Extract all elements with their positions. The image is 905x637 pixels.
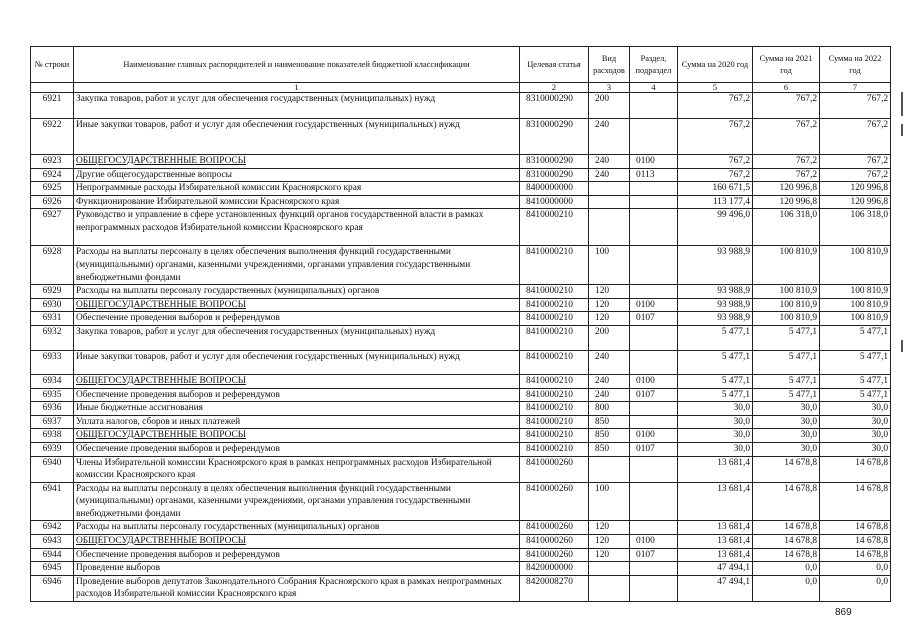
row-sum-2020: 13 681,4 bbox=[678, 548, 753, 562]
row-sum-2022: 5 477,1 bbox=[820, 350, 891, 374]
row-name: Иные закупки товаров, работ и услуг для обеспечения государственных (муниципальных) нужд bbox=[74, 119, 520, 155]
table-row bbox=[31, 442, 891, 456]
row-number: 6940 bbox=[31, 456, 74, 482]
row-number: 6936 bbox=[31, 402, 74, 416]
row-sum-2021: 14 678,8 bbox=[753, 535, 820, 549]
row-sum-2020: 93 988,9 bbox=[678, 312, 753, 326]
row-target-article: 8410000210 bbox=[520, 246, 589, 285]
row-expense-type bbox=[589, 182, 630, 196]
row-sum-2020: 767,2 bbox=[678, 119, 753, 155]
row-section: 0100 bbox=[630, 429, 678, 443]
row-name: Руководство и управление в сфере установленных функций органов государственной власти в рамках непрограммных расходов Избирательной комиссии Красноярского края bbox=[74, 209, 520, 246]
row-sum-2020: 30,0 bbox=[678, 442, 753, 456]
row-name: Проведение выборов bbox=[74, 562, 520, 576]
row-target-article: 8410000210 bbox=[520, 442, 589, 456]
row-sum-2022: 5 477,1 bbox=[820, 388, 891, 402]
table-row bbox=[31, 388, 891, 402]
row-name: Обеспечение проведения выборов и референдумов bbox=[74, 548, 520, 562]
row-name: ОБЩЕГОСУДАРСТВЕННЫЕ ВОПРОСЫ bbox=[74, 429, 520, 443]
table-row bbox=[31, 575, 891, 601]
row-sum-2022: 0,0 bbox=[820, 575, 891, 601]
row-expense-type: 200 bbox=[589, 93, 630, 119]
row-sum-2022: 14 678,8 bbox=[820, 456, 891, 482]
row-expense-type bbox=[589, 195, 630, 209]
row-target-article: 8410000260 bbox=[520, 548, 589, 562]
row-target-article: 8410000210 bbox=[520, 312, 589, 326]
row-sum-2022: 14 678,8 bbox=[820, 521, 891, 535]
row-sum-2020: 160 671,5 bbox=[678, 182, 753, 196]
column-number: 2 bbox=[520, 83, 589, 93]
row-name: Иные бюджетные ассигнования bbox=[74, 402, 520, 416]
row-number: 6927 bbox=[31, 209, 74, 246]
row-sum-2021: 100 810,9 bbox=[753, 285, 820, 299]
row-target-article: 8410000210 bbox=[520, 350, 589, 374]
row-sum-2022: 106 318,0 bbox=[820, 209, 891, 246]
row-sum-2021: 767,2 bbox=[753, 93, 820, 119]
row-sum-2020: 13 681,4 bbox=[678, 521, 753, 535]
header-sum-2022: Сумма на 2022 год bbox=[820, 47, 891, 83]
row-sum-2020: 767,2 bbox=[678, 168, 753, 182]
row-sum-2021: 120 996,8 bbox=[753, 195, 820, 209]
header-row-number: № строки bbox=[31, 47, 74, 83]
row-sum-2021: 106 318,0 bbox=[753, 209, 820, 246]
row-expense-type bbox=[589, 562, 630, 576]
row-expense-type: 100 bbox=[589, 482, 630, 521]
row-number: 6921 bbox=[31, 93, 74, 119]
row-number: 6939 bbox=[31, 442, 74, 456]
row-name: Непрограммные расходы Избирательной комиссии Красноярского края bbox=[74, 182, 520, 196]
row-sum-2020: 5 477,1 bbox=[678, 325, 753, 350]
row-expense-type bbox=[589, 575, 630, 601]
table-row bbox=[31, 312, 891, 326]
row-expense-type bbox=[589, 209, 630, 246]
table-row bbox=[31, 285, 891, 299]
row-number: 6931 bbox=[31, 312, 74, 326]
row-target-article: 8410000210 bbox=[520, 415, 589, 429]
scan-edge-mark bbox=[901, 124, 903, 136]
row-section bbox=[630, 209, 678, 246]
table-header bbox=[31, 47, 891, 93]
table-row bbox=[31, 374, 891, 388]
row-sum-2021: 5 477,1 bbox=[753, 325, 820, 350]
row-sum-2021: 767,2 bbox=[753, 119, 820, 155]
row-target-article: 8400000000 bbox=[520, 182, 589, 196]
row-sum-2022: 767,2 bbox=[820, 93, 891, 119]
column-number: 1 bbox=[74, 83, 520, 93]
row-name: Расходы на выплаты персоналу государственных (муниципальных) органов bbox=[74, 285, 520, 299]
row-sum-2021: 5 477,1 bbox=[753, 374, 820, 388]
table-row bbox=[31, 325, 891, 350]
table-row bbox=[31, 246, 891, 285]
row-expense-type: 100 bbox=[589, 246, 630, 285]
row-target-article: 8410000210 bbox=[520, 325, 589, 350]
row-sum-2021: 5 477,1 bbox=[753, 350, 820, 374]
row-name: Закупка товаров, работ и услуг для обеспечения государственных (муниципальных) нужд bbox=[74, 93, 520, 119]
row-name: Функционирование Избирательной комиссии Красноярского края bbox=[74, 195, 520, 209]
row-section bbox=[630, 285, 678, 299]
row-sum-2021: 767,2 bbox=[753, 155, 820, 169]
row-section bbox=[630, 402, 678, 416]
row-number: 6946 bbox=[31, 575, 74, 601]
row-expense-type: 850 bbox=[589, 415, 630, 429]
row-name: Проведение выборов депутатов Законодательного Собрания Красноярского края в рамках непрограммных расходов Избирательной комиссии Красноярского края bbox=[74, 575, 520, 601]
row-sum-2022: 120 996,8 bbox=[820, 182, 891, 196]
row-sum-2020: 30,0 bbox=[678, 402, 753, 416]
row-name: ОБЩЕГОСУДАРСТВЕННЫЕ ВОПРОСЫ bbox=[74, 374, 520, 388]
row-sum-2020: 113 177,4 bbox=[678, 195, 753, 209]
row-section bbox=[630, 575, 678, 601]
row-name: ОБЩЕГОСУДАРСТВЕННЫЕ ВОПРОСЫ bbox=[74, 155, 520, 169]
row-expense-type: 240 bbox=[589, 119, 630, 155]
row-section: 0107 bbox=[630, 388, 678, 402]
column-number: 5 bbox=[678, 83, 753, 93]
row-sum-2021: 14 678,8 bbox=[753, 521, 820, 535]
row-section bbox=[630, 350, 678, 374]
row-name: Другие общегосударственные вопросы bbox=[74, 168, 520, 182]
row-sum-2022: 767,2 bbox=[820, 168, 891, 182]
row-sum-2020: 5 477,1 bbox=[678, 350, 753, 374]
row-sum-2021: 14 678,8 bbox=[753, 456, 820, 482]
row-sum-2021: 120 996,8 bbox=[753, 182, 820, 196]
row-sum-2022: 30,0 bbox=[820, 415, 891, 429]
row-number: 6922 bbox=[31, 119, 74, 155]
row-target-article: 8420008270 bbox=[520, 575, 589, 601]
row-section: 0113 bbox=[630, 168, 678, 182]
row-sum-2020: 30,0 bbox=[678, 429, 753, 443]
table-body bbox=[31, 93, 891, 602]
header-sum-2020: Сумма на 2020 год bbox=[678, 47, 753, 83]
row-expense-type: 120 bbox=[589, 312, 630, 326]
row-sum-2020: 13 681,4 bbox=[678, 535, 753, 549]
header-section: Раздел, подраздел bbox=[630, 47, 678, 83]
row-sum-2021: 14 678,8 bbox=[753, 548, 820, 562]
row-number: 6928 bbox=[31, 246, 74, 285]
row-number: 6938 bbox=[31, 429, 74, 443]
row-target-article: 8410000210 bbox=[520, 429, 589, 443]
row-number: 6926 bbox=[31, 195, 74, 209]
row-target-article: 8410000260 bbox=[520, 456, 589, 482]
row-target-article: 8410000000 bbox=[520, 195, 589, 209]
row-expense-type: 800 bbox=[589, 402, 630, 416]
row-sum-2021: 30,0 bbox=[753, 442, 820, 456]
row-expense-type: 240 bbox=[589, 374, 630, 388]
row-expense-type: 120 bbox=[589, 548, 630, 562]
row-section: 0107 bbox=[630, 312, 678, 326]
column-number: 6 bbox=[753, 83, 820, 93]
row-expense-type: 850 bbox=[589, 442, 630, 456]
row-sum-2020: 5 477,1 bbox=[678, 388, 753, 402]
column-number bbox=[31, 83, 74, 93]
row-sum-2020: 767,2 bbox=[678, 155, 753, 169]
row-expense-type bbox=[589, 456, 630, 482]
row-sum-2022: 0,0 bbox=[820, 562, 891, 576]
header-target-article: Целевая статья bbox=[520, 47, 589, 83]
row-name: Члены Избирательной комиссии Красноярского края в рамках непрограммных расходов Избирательной комиссии Красноярского края bbox=[74, 456, 520, 482]
row-sum-2021: 100 810,9 bbox=[753, 298, 820, 312]
row-sum-2022: 100 810,9 bbox=[820, 298, 891, 312]
table-row bbox=[31, 562, 891, 576]
table-row bbox=[31, 402, 891, 416]
row-name: Иные закупки товаров, работ и услуг для обеспечения государственных (муниципальных) нужд bbox=[74, 350, 520, 374]
column-number: 7 bbox=[820, 83, 891, 93]
row-name: Обеспечение проведения выборов и референдумов bbox=[74, 388, 520, 402]
column-number-row bbox=[31, 83, 891, 93]
row-number: 6925 bbox=[31, 182, 74, 196]
row-name: ОБЩЕГОСУДАРСТВЕННЫЕ ВОПРОСЫ bbox=[74, 535, 520, 549]
row-sum-2022: 767,2 bbox=[820, 155, 891, 169]
row-target-article: 8410000260 bbox=[520, 535, 589, 549]
row-target-article: 8310000290 bbox=[520, 119, 589, 155]
row-target-article: 8410000210 bbox=[520, 298, 589, 312]
row-name: Расходы на выплаты персоналу в целях обеспечения выполнения функций государственными (муниципальными) органами, казенными учреждениями, органами управления государственными внебюджетными фондами bbox=[74, 246, 520, 285]
table-row bbox=[31, 195, 891, 209]
row-sum-2021: 767,2 bbox=[753, 168, 820, 182]
row-sum-2021: 14 678,8 bbox=[753, 482, 820, 521]
row-target-article: 8410000210 bbox=[520, 388, 589, 402]
row-target-article: 8410000260 bbox=[520, 482, 589, 521]
table-row bbox=[31, 482, 891, 521]
row-target-article: 8420000000 bbox=[520, 562, 589, 576]
row-expense-type: 120 bbox=[589, 521, 630, 535]
row-section bbox=[630, 562, 678, 576]
table-row bbox=[31, 168, 891, 182]
row-sum-2021: 30,0 bbox=[753, 415, 820, 429]
table-row bbox=[31, 350, 891, 374]
budget-table bbox=[30, 46, 891, 602]
row-target-article: 8410000210 bbox=[520, 285, 589, 299]
row-sum-2021: 30,0 bbox=[753, 402, 820, 416]
row-expense-type: 120 bbox=[589, 535, 630, 549]
row-section: 0107 bbox=[630, 548, 678, 562]
row-number: 6924 bbox=[31, 168, 74, 182]
row-sum-2022: 100 810,9 bbox=[820, 246, 891, 285]
row-section bbox=[630, 182, 678, 196]
row-sum-2022: 100 810,9 bbox=[820, 285, 891, 299]
row-number: 6929 bbox=[31, 285, 74, 299]
row-section: 0100 bbox=[630, 155, 678, 169]
row-target-article: 8410000210 bbox=[520, 209, 589, 246]
row-sum-2020: 5 477,1 bbox=[678, 374, 753, 388]
row-sum-2020: 99 496,0 bbox=[678, 209, 753, 246]
table-row bbox=[31, 182, 891, 196]
row-expense-type: 200 bbox=[589, 325, 630, 350]
row-sum-2020: 93 988,9 bbox=[678, 298, 753, 312]
row-expense-type: 120 bbox=[589, 285, 630, 299]
row-sum-2022: 30,0 bbox=[820, 429, 891, 443]
row-section bbox=[630, 325, 678, 350]
row-sum-2022: 5 477,1 bbox=[820, 374, 891, 388]
header-expense-type: Вид расходов bbox=[589, 47, 630, 83]
row-sum-2021: 0,0 bbox=[753, 575, 820, 601]
row-sum-2022: 767,2 bbox=[820, 119, 891, 155]
row-sum-2022: 5 477,1 bbox=[820, 325, 891, 350]
table-row bbox=[31, 535, 891, 549]
row-sum-2021: 30,0 bbox=[753, 429, 820, 443]
row-name: Расходы на выплаты персоналу в целях обеспечения выполнения функций государственными (муниципальными) органами, казенными учреждениями, органами управления государственными внебюджетными фондами bbox=[74, 482, 520, 521]
table-row bbox=[31, 548, 891, 562]
table-row bbox=[31, 415, 891, 429]
table-row bbox=[31, 298, 891, 312]
row-target-article: 8310000290 bbox=[520, 155, 589, 169]
row-target-article: 8410000210 bbox=[520, 374, 589, 388]
page-number: 869 bbox=[835, 607, 852, 618]
row-section bbox=[630, 456, 678, 482]
row-section: 0100 bbox=[630, 535, 678, 549]
row-sum-2021: 100 810,9 bbox=[753, 246, 820, 285]
row-expense-type: 240 bbox=[589, 155, 630, 169]
row-name: Обеспечение проведения выборов и референдумов bbox=[74, 442, 520, 456]
row-section bbox=[630, 195, 678, 209]
header-sum-2021: Сумма на 2021 год bbox=[753, 47, 820, 83]
row-target-article: 8310000290 bbox=[520, 168, 589, 182]
row-target-article: 8410000210 bbox=[520, 402, 589, 416]
table-row bbox=[31, 93, 891, 119]
row-section: 0100 bbox=[630, 374, 678, 388]
header-row bbox=[31, 47, 891, 83]
column-number: 3 bbox=[589, 83, 630, 93]
row-number: 6944 bbox=[31, 548, 74, 562]
row-number: 6935 bbox=[31, 388, 74, 402]
table-row bbox=[31, 429, 891, 443]
row-sum-2020: 767,2 bbox=[678, 93, 753, 119]
row-sum-2021: 100 810,9 bbox=[753, 312, 820, 326]
row-sum-2022: 14 678,8 bbox=[820, 548, 891, 562]
row-expense-type: 240 bbox=[589, 388, 630, 402]
row-sum-2020: 47 494,1 bbox=[678, 575, 753, 601]
row-name: Обеспечение проведения выборов и референдумов bbox=[74, 312, 520, 326]
row-sum-2022: 120 996,8 bbox=[820, 195, 891, 209]
row-section bbox=[630, 119, 678, 155]
row-number: 6923 bbox=[31, 155, 74, 169]
row-name: Уплата налогов, сборов и иных платежей bbox=[74, 415, 520, 429]
row-sum-2020: 93 988,9 bbox=[678, 246, 753, 285]
row-expense-type: 240 bbox=[589, 350, 630, 374]
row-section: 0100 bbox=[630, 298, 678, 312]
row-name: Расходы на выплаты персоналу государственных (муниципальных) органов bbox=[74, 521, 520, 535]
scan-edge-mark bbox=[901, 92, 903, 116]
row-expense-type: 240 bbox=[589, 168, 630, 182]
row-sum-2022: 100 810,9 bbox=[820, 312, 891, 326]
row-sum-2022: 14 678,8 bbox=[820, 482, 891, 521]
row-section bbox=[630, 246, 678, 285]
header-name: Наименование главных распорядителей и наименование показателей бюджетной классификации bbox=[74, 47, 520, 83]
row-sum-2022: 30,0 bbox=[820, 402, 891, 416]
table-row bbox=[31, 155, 891, 169]
row-sum-2020: 30,0 bbox=[678, 415, 753, 429]
row-name: Закупка товаров, работ и услуг для обеспечения государственных (муниципальных) нужд bbox=[74, 325, 520, 350]
table-row bbox=[31, 456, 891, 482]
row-expense-type: 120 bbox=[589, 298, 630, 312]
row-section bbox=[630, 482, 678, 521]
row-number: 6934 bbox=[31, 374, 74, 388]
row-sum-2022: 14 678,8 bbox=[820, 535, 891, 549]
row-sum-2022: 30,0 bbox=[820, 442, 891, 456]
row-number: 6941 bbox=[31, 482, 74, 521]
row-number: 6937 bbox=[31, 415, 74, 429]
row-section bbox=[630, 415, 678, 429]
row-target-article: 8310000290 bbox=[520, 93, 589, 119]
row-section bbox=[630, 521, 678, 535]
scan-edge-mark bbox=[901, 340, 903, 352]
table-row bbox=[31, 521, 891, 535]
row-number: 6942 bbox=[31, 521, 74, 535]
row-section: 0107 bbox=[630, 442, 678, 456]
row-number: 6943 bbox=[31, 535, 74, 549]
row-sum-2020: 93 988,9 bbox=[678, 285, 753, 299]
table-row bbox=[31, 209, 891, 246]
row-target-article: 8410000260 bbox=[520, 521, 589, 535]
row-sum-2021: 5 477,1 bbox=[753, 388, 820, 402]
table-row bbox=[31, 119, 891, 155]
row-sum-2020: 13 681,4 bbox=[678, 456, 753, 482]
row-sum-2021: 0,0 bbox=[753, 562, 820, 576]
row-number: 6932 bbox=[31, 325, 74, 350]
row-number: 6933 bbox=[31, 350, 74, 374]
row-expense-type: 850 bbox=[589, 429, 630, 443]
row-number: 6930 bbox=[31, 298, 74, 312]
column-number: 4 bbox=[630, 83, 678, 93]
row-sum-2020: 47 494,1 bbox=[678, 562, 753, 576]
row-section bbox=[630, 93, 678, 119]
row-number: 6945 bbox=[31, 562, 74, 576]
row-sum-2020: 13 681,4 bbox=[678, 482, 753, 521]
row-name: ОБЩЕГОСУДАРСТВЕННЫЕ ВОПРОСЫ bbox=[74, 298, 520, 312]
